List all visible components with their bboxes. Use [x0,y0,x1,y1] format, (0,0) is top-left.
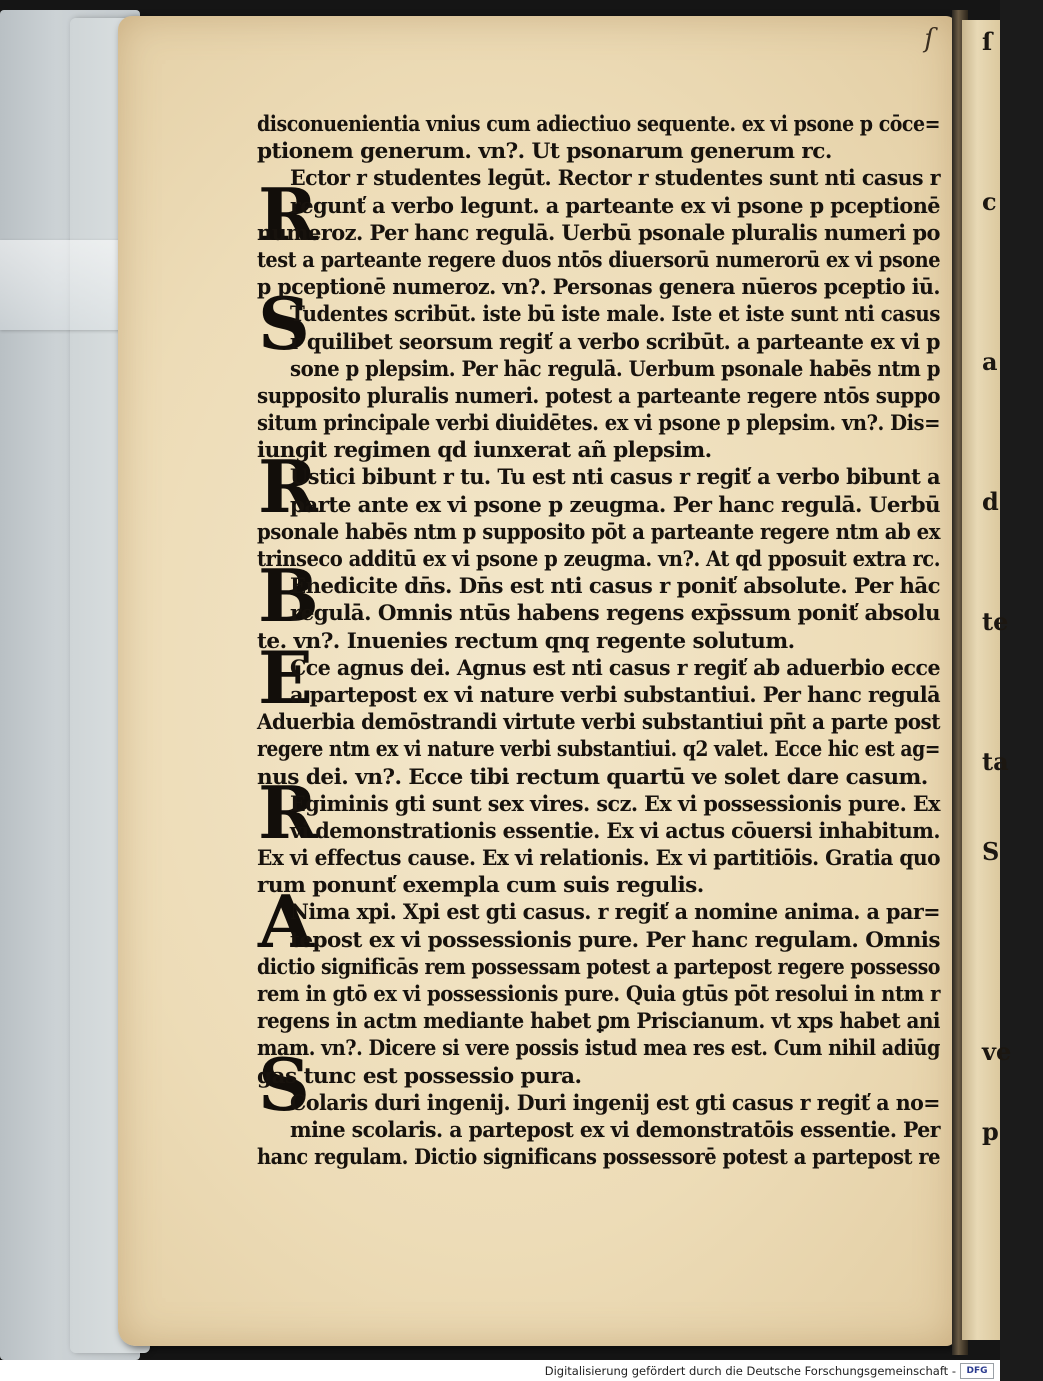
initial-capital: R [258,444,318,529]
text-line: Nima xpi. Xpi est gti casus. r regiť a nomine anima. a par= [290,900,940,926]
text-line: mine scolaris. a partepost ex vi demonstratōis essentie. Per [290,1117,940,1143]
text-line: te. vn?. Inuenies rectum qnq regente solutum. [257,628,795,654]
initial-capital: B [258,553,319,638]
text-line: Tudentes scribūt. iste bū iste male. Iste et iste sunt nti casus [290,302,940,328]
text-line: Ector r studentes legūt. Rector r studentes sunt nti casus r [290,166,940,192]
initial-capital: S [258,281,310,366]
text-line: Aduerbia demōstrandi virtute verbi substantiui pn̄t a parte post [257,710,940,736]
text-line: r quilibet seorsum regiť a verbo scribūt. a parteante ex vi p [290,329,940,355]
text-line: regere ntm ex vi nature verbi substantiui. q2 valet. Ecce hic est ag= [257,737,940,763]
initial-capital: A [258,879,314,964]
facing-fragment: ta [982,747,1009,776]
facing-fragment: a [982,347,998,376]
text-line: numeroz. Per hanc regulā. Uerbū psonale pluralis numeri po [257,220,940,246]
facing-fragment: c [982,187,997,216]
facing-fragment: S [982,837,1000,866]
initial-capital: R [258,770,318,855]
text-line: disconuenientia vnius cum adiectiuo sequente. ex vi psone p cōce= [257,112,940,137]
text-line: Enedicite dn̄s. Dn̄s est nti casus r poniť absolute. Per hāc [290,574,940,600]
initial-capital: E [258,635,313,720]
text-line: rem in gtō ex vi possessionis pure. Quia gtūs pōt resolui in ntm r [257,982,940,1007]
facing-fragment: te [982,607,1009,636]
text-line: regulā. Omnis ntūs habens regens exp̄ssum poniť absolu [290,601,940,627]
text-line: Cce agnus dei. Agnus est nti casus r regiť ab aduerbio ecce [290,655,940,681]
text-line: situm principale verbi diuidētes. ex vi psone p plepsim. vn?. Dis= [257,411,940,437]
text-line: mam. vn?. Dicere si vere possis istud mea res est. Cum nihil adiūg [257,1036,940,1062]
folio-mark: ſ [924,24,934,54]
text-line: trinseco additū ex vi psone p zeugma. vn?. At qd pposuit extra rc. [257,547,940,572]
initial-capital: S [258,1042,310,1127]
text-line: nus dei. vn?. Ecce tibi rectum quartū ve solet dare casum. [257,764,928,790]
digitization-footer [0,1360,1000,1381]
text-line: a partepost ex vi nature verbi substantiui. Per hanc regulā [290,682,940,708]
text-line: regens in actm mediante habet ꝑm Priscianum. vt xps habet ani [257,1009,940,1035]
text-line: Egiminis gti sunt sex vires. scz. Ex vi possessionis pure. Ex [290,791,940,817]
facing-fragment: p [982,1117,999,1146]
text-line: ptionem generum. vn?. Ut psonarum generum rc. [257,139,832,165]
text-line: p pceptionē numeroz. vn?. Personas genera nūeros pceptio iū. [257,275,940,301]
text-line: tepost ex vi possessionis pure. Per hanc regulam. Omnis [290,927,940,953]
text-line: parte ante ex vi psone p zeugma. Per hanc regulā. Uerbū [290,492,940,518]
text-line: dictio significās rem possessam potest a partepost regere possesso [257,954,940,980]
text-line: rum ponunť exempla cum suis regulis. [257,873,704,899]
text-line: test a parteante regere duos ntōs diuersorū numerorū ex vi psone [257,247,940,273]
text-block [140,111,940,1171]
text-line: iungit regimen qd iunxerat añ plepsim. [257,438,712,464]
text-line: gas tunc est possessio pura. [257,1063,582,1089]
text-line: Ustici bibunt r tu. Tu est nti casus r regiť a verbo bibunt a [290,465,940,491]
text-line: hanc regulam. Dictio significans possessorē potest a partepost re [257,1145,940,1171]
text-line: vi demonstrationis essentie. Ex vi actus cōuersi inhabitum. [290,818,940,844]
funding-credit: Digitalisierung gefördert durch die Deutsche Forschungsgemeinschaft - [544,1364,956,1378]
dfg-logo: DFG [960,1363,994,1379]
text-line: Colaris duri ingenij. Duri ingenij est gti casus r regiť a no= [290,1090,940,1116]
facing-fragment: ve [982,1037,1012,1066]
text-line: Ex vi effectus cause. Ex vi relationis. Ex vi partitiōis. Gratia quo [257,846,940,872]
text-line: regunť a verbo legunt. a parteante ex vi psone p pceptionē [290,193,940,219]
text-line: sone p plepsim. Per hāc regulā. Uerbum psonale habēs ntm p [290,356,940,382]
text-line: psonale habēs ntm p supposito pōt a parteante regere ntm ab ex [257,519,940,545]
initial-capital: R [258,172,318,257]
text-line: supposito pluralis numeri. potest a parteante regere ntōs suppo [257,383,940,409]
facing-fragment: ſ [982,27,993,56]
facing-fragment: d [982,487,999,516]
